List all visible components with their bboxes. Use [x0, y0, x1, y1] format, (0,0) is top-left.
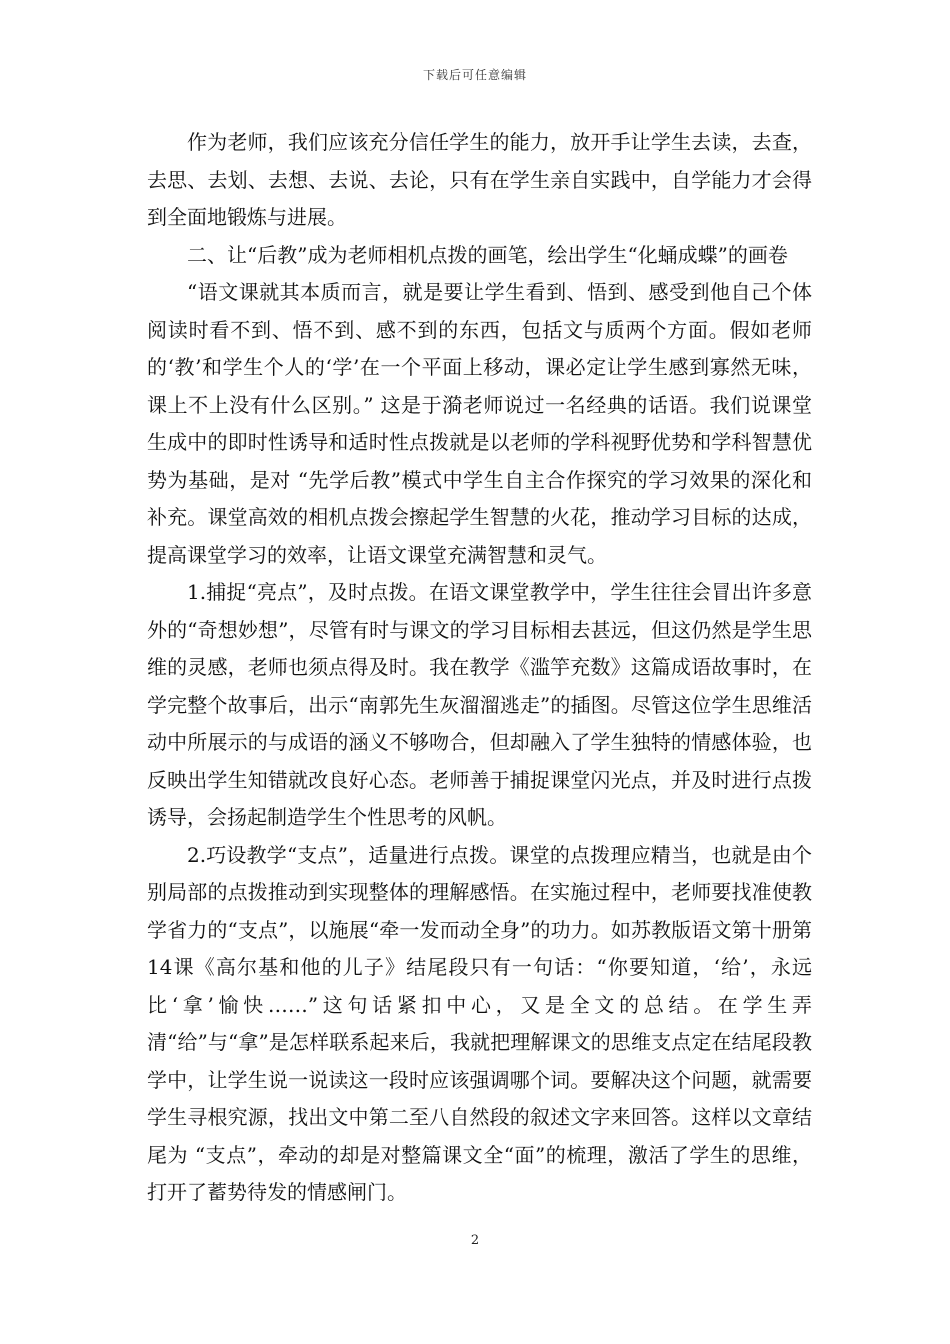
document-body — [147, 124, 812, 1212]
paragraph-point-1: 1.捕捉“亮点”，及时点拨。在语文课堂教学中，学生往往会冒出许多意外的“奇想妙想”，尽管有时与课文的学习目标相去甚远，但这仍然是学生思维的灵感，老师也须点得及时。我在教学《滥竽充数》这篇成语故事时，在学完整个故事后，出示“南郭先生灰溜溜逃走”的插图。尽管这位学生思维活动中所展示的与成语的涵义不够吻合，但却融入了学生独特的情感体验，也反映出学生知错就改良好心态。老师善于捕捉课堂闪光点，并及时进行点拨诱导，会扬起制造学生个性思考的风帆。 — [147, 580, 812, 829]
section-heading-2: 二、让“后教”成为老师相机点拨的画笔，绘出学生“化蛹成蝶”的画卷 — [187, 242, 788, 267]
paragraph-quote: “语文课就其本质而言，就是要让学生看到、悟到、感受到他自己个体阅读时看不到、悟不到、感不到的东西，包括文与质两个方面。假如老师的‘教’和学生个人的‘学’在一个平面上移动，课必定让学生感到寡然无味，课上不上没有什么区别。” 这是于漪老师说过一名经典的话语。我们说课堂生成中的即时性诱导和适时性点拨就是以老师的学科视野优势和学科智慧优势为基础，是对 “先学后教”模式中学生自主合作探究的学习效果的深化和补充。课堂高效的相机点拨会擦起学生智慧的火花，推动学习目标的达成，提高课堂学习的效率，让语文课堂充满智慧和灵气。 — [147, 280, 812, 567]
page-number: 2 — [470, 1233, 480, 1248]
page-header: 下载后可任意编辑 — [422, 68, 527, 82]
paragraph-teacher-trust: 作为老师，我们应该充分信任学生的能力，放开手让学生去读，去查，去思、去划、去想、去说、去论，只有在学生亲自实践中，自学能力才会得到全面地锻炼与进展。 — [147, 130, 812, 229]
paragraph-point-2: 2.巧设教学“支点”，适量进行点拨。课堂的点拨理应精当，也就是由个别局部的点拨推动到实现整体的理解感悟。在实施过程中，老师要找准使教学省力的“支点”，以施展“牵一发而动全身”的功力。如苏教版语文第十册第14课《高尔基和他的儿子》结尾段只有一句话：“你要知道，‘给’，永远比‘拿’愉快……”这句话紧扣中心，又是全文的总结。在学生弄清“给”与“拿”是怎样联系起来后，我就把理解课文的思维支点定在结尾段教学中，让学生说一说读这一段时应该强调哪个词。要解决这个问题，就需要学生寻根究源，找出文中第二至八自然段的叙述文字来回答。这样以文章结尾为 “支点”，牵动的却是对整篇课文全“面”的梳理，激活了学生的思维，打开了蓄势待发的情感闸门。 — [147, 842, 812, 1204]
